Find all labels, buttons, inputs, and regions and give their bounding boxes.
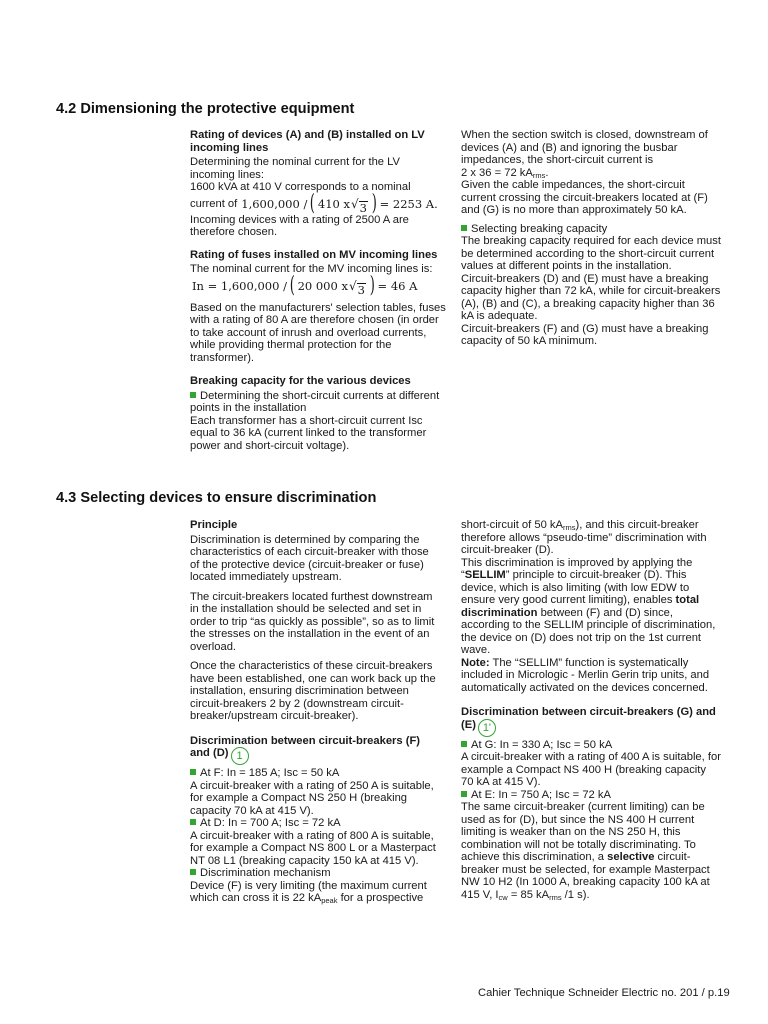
para-at-d: A circuit-breaker with a rating of 800 A is suitable, for example a Compact NS 800 L or a Masterpact NT 08 L1 (breaking capacity 150 kA at 415 V). xyxy=(190,829,436,867)
subscript: rms xyxy=(562,523,576,532)
formula-lv-current xyxy=(190,190,438,216)
bullet-mechanism xyxy=(190,867,440,880)
heading-text: Discrimination between circuit-breakers (G) and (E) xyxy=(461,706,716,731)
para-sellim xyxy=(461,557,721,657)
text-line: When the section switch is closed, downstream of devices (A) and (B) and ignoring the busbar impedances, the short-circuit current is xyxy=(461,129,708,166)
formula-part: 1,600,000 / xyxy=(241,196,308,211)
text-line: Given the cable impedances, the short-circuit current crossing the circuit-breakers located at (F) and (G) is no more than approximately 50 kA. xyxy=(461,179,708,216)
para-mechanism xyxy=(190,880,440,905)
col-4-2-right xyxy=(461,129,721,348)
formula-mv-current xyxy=(192,272,418,298)
text-line: short-circuit of 50 kA xyxy=(461,519,563,531)
para-nominal-current xyxy=(190,156,446,239)
bold-selective: selective xyxy=(607,851,655,863)
para-at-e xyxy=(461,801,721,901)
bullet-marker xyxy=(461,741,467,747)
heading-rating-ab: Rating of devices (A) and (B) installed on LV incoming lines xyxy=(190,129,425,154)
para-de-capacity: Circuit-breakers (D) and (E) must have a breaking capacity higher than 72 kA, while for circuit-breakers (A), (B) and (C), a breaking capacity higher than 36 kA is adequate. xyxy=(461,272,721,322)
text-line: 2 x 36 = 72 kA xyxy=(461,166,533,179)
paren-close: ) xyxy=(369,272,375,298)
heading-discrimination-fd xyxy=(190,735,440,766)
bold-total-discrimination: total discrimination xyxy=(461,594,700,619)
section-title-4-2: 4.2 Dimensioning the protective equipment xyxy=(56,101,355,117)
marker-1-circle: 1 xyxy=(231,747,249,765)
text-line: circuit-breaker must be selected xyxy=(461,851,691,876)
bullet-text: Selecting breaking capacity xyxy=(471,222,608,235)
bullet-text: At E: In = 750 A; Isc = 72 kA xyxy=(471,788,611,801)
col-4-2-left xyxy=(190,129,446,459)
subscript: cw xyxy=(498,892,508,902)
heading-text: Discrimination between circuit-breakers (F) and (D) xyxy=(190,734,421,759)
bullet-marker xyxy=(461,225,467,231)
bullet-text: At D: In = 700 A; Isc = 72 kA xyxy=(200,817,341,829)
bullet-text: Discrimination mechanism xyxy=(200,867,331,879)
bullet-at-f xyxy=(190,767,440,780)
text-line: Incoming devices with a rating of 2500 A are therefore chosen. xyxy=(190,213,409,238)
bullet-text: At G: In = 330 A; Isc = 50 kA xyxy=(471,738,613,751)
text-line: for a prospective xyxy=(337,892,424,904)
text-line: This discrimination is improved by applying the “ xyxy=(461,556,693,581)
page-footer: Cahier Technique Schneider Electric no. 201 / p.19 xyxy=(478,987,730,999)
bullet-marker xyxy=(190,769,196,775)
formula-part: 20 000 x xyxy=(297,278,348,293)
para-at-g: A circuit-breaker with a rating of 400 A is suitable, for example a Compact NS 400 H (breaking capacity 70 kA at 415 V). xyxy=(461,751,721,788)
bullet-text: Determining the short-circuit currents at different points in the installation xyxy=(190,389,440,414)
para-principle-3: Once the characteristics of these circuit-breakers have been established, one can work back up the installation, ensuring discrimination between circuit-breakers 2 by 2 (downstream circuit-breaker/upstream circuit-breaker). xyxy=(190,660,436,722)
para-principle-1: Discrimination is determined by comparing the characteristics of each circuit-breaker with those of the protective device (circuit-breaker or fuse) located immediately upstream. xyxy=(190,533,429,583)
bullet-marker xyxy=(190,869,196,875)
text-line: ), and this circuit-breaker therefore allows “pseudo-time” discrimination with circuit-breaker (D). xyxy=(461,519,707,556)
para-transformer-isc: Each transformer has a short-circuit current Isc equal to 36 kA (current linked to the transformer power and short-circuit voltage). xyxy=(190,414,427,452)
text-line: current of xyxy=(190,197,238,210)
para-breaking-required: The breaking capacity required for each device must be determined according to the short-circuit current values at different points in the installation. xyxy=(461,235,721,272)
heading-principle: Principle xyxy=(190,519,238,531)
para-at-f: A circuit-breaker with a rating of 250 A is suitable, for example a Compact NS 250 H (breaking capacity 70 kA at 415 V). xyxy=(190,779,434,817)
bullet-at-d xyxy=(190,817,440,830)
para-principle-2: The circuit-breakers located furthest downstream in the installation should be selected and set in order to trip “as quickly as possible”, so as to limit the stresses on the installation in the event of an overload. xyxy=(190,590,435,653)
para-mv-current: The nominal current for the MV incoming lines is: xyxy=(190,263,433,275)
text-line: ” principle to circuit-breaker (D). This device, which is also limiting (with low EDW to ensure very good current limiting), enables xyxy=(461,569,690,606)
col-4-3-right xyxy=(461,519,721,901)
text-line: /1 s). xyxy=(561,888,590,901)
text-line: = 85 kA xyxy=(507,888,550,901)
text-line: between (F) and (D) since, according to the SELLIM principle of discrimination, the device on (D) does not trip on the 1st current wave. xyxy=(461,606,716,656)
para-fg-capacity: Circuit-breakers (F) and (G) must have a breaking capacity of 50 kA minimum. xyxy=(461,322,709,347)
text-line: Device (F) is very limiting (the maximum current which can cross it is 22 kA xyxy=(190,879,427,904)
sqrt-symbol: √ 3 xyxy=(348,278,365,297)
bullet-at-e xyxy=(461,789,721,802)
subscript: rms xyxy=(532,170,546,180)
formula-part: = 2253 A. xyxy=(379,196,438,211)
bullet-at-g xyxy=(461,739,721,752)
subscript: peak xyxy=(321,896,338,905)
bullet-short-circuit xyxy=(190,390,446,415)
sqrt-value: 3 xyxy=(359,200,367,215)
text-line: The same circuit-breaker (current limiting) can be used as for (D), but since the NS 400 H current limiting is weaker than on the NS 250 H, this combination will not be totally discriminating. To achieve this discrimination, a xyxy=(461,801,705,863)
bullet-marker xyxy=(190,392,196,398)
bullet-selecting-capacity xyxy=(461,223,721,236)
formula-part: In = 1,600,000 / xyxy=(192,278,287,293)
paren-open: ( xyxy=(310,190,316,216)
heading-discrimination-ge xyxy=(461,706,721,737)
text-line: , for example Masterpact NW 10 H2 (In 1000 A, breaking capacity 100 kA at 415 V, I xyxy=(461,863,710,901)
para-fuse-selection: Based on the manufacturers' selection tables, fuses with a rating of 80 A are therefore chosen (in order to take account of inrush and overload currents, while providing thermal protection for the transformer). xyxy=(190,301,446,364)
text-line: 1600 kVA at 410 V corresponds to a nominal xyxy=(190,181,411,193)
bullet-text: At F: In = 185 A; Isc = 50 kA xyxy=(200,767,340,779)
col-4-3-left xyxy=(190,519,440,905)
para-short-circuit xyxy=(461,519,721,557)
text-line: . xyxy=(545,166,549,179)
formula-part: 410 x xyxy=(317,196,351,211)
sqrt-symbol: √ 3 xyxy=(351,196,367,215)
bold-sellim: SELLIM xyxy=(464,569,506,581)
heading-breaking-capacity: Breaking capacity for the various devices xyxy=(190,375,411,387)
marker-1-prime-circle: 1' xyxy=(478,719,496,737)
para-section-switch xyxy=(461,129,721,217)
section-title-4-3: 4.3 Selecting devices to ensure discrimination xyxy=(56,490,377,506)
subscript: rms xyxy=(549,892,562,902)
paren-open: ( xyxy=(289,272,295,298)
formula-part: = 46 A xyxy=(377,278,418,293)
sqrt-value: 3 xyxy=(357,282,365,297)
text-line: The “SELLIM” function is systematically included in Micrologic - Merlin Gerin trip units, and automatically activated on the devices concerned. xyxy=(461,656,710,694)
paren-close: ) xyxy=(371,190,377,216)
bold-note: Note: xyxy=(461,656,490,669)
para-note xyxy=(461,657,721,695)
bullet-marker xyxy=(190,819,196,825)
text-line: Determining the nominal current for the LV incoming lines: xyxy=(190,156,400,181)
heading-fuses: Rating of fuses installed on MV incoming lines xyxy=(190,248,438,261)
bullet-marker xyxy=(461,791,467,797)
